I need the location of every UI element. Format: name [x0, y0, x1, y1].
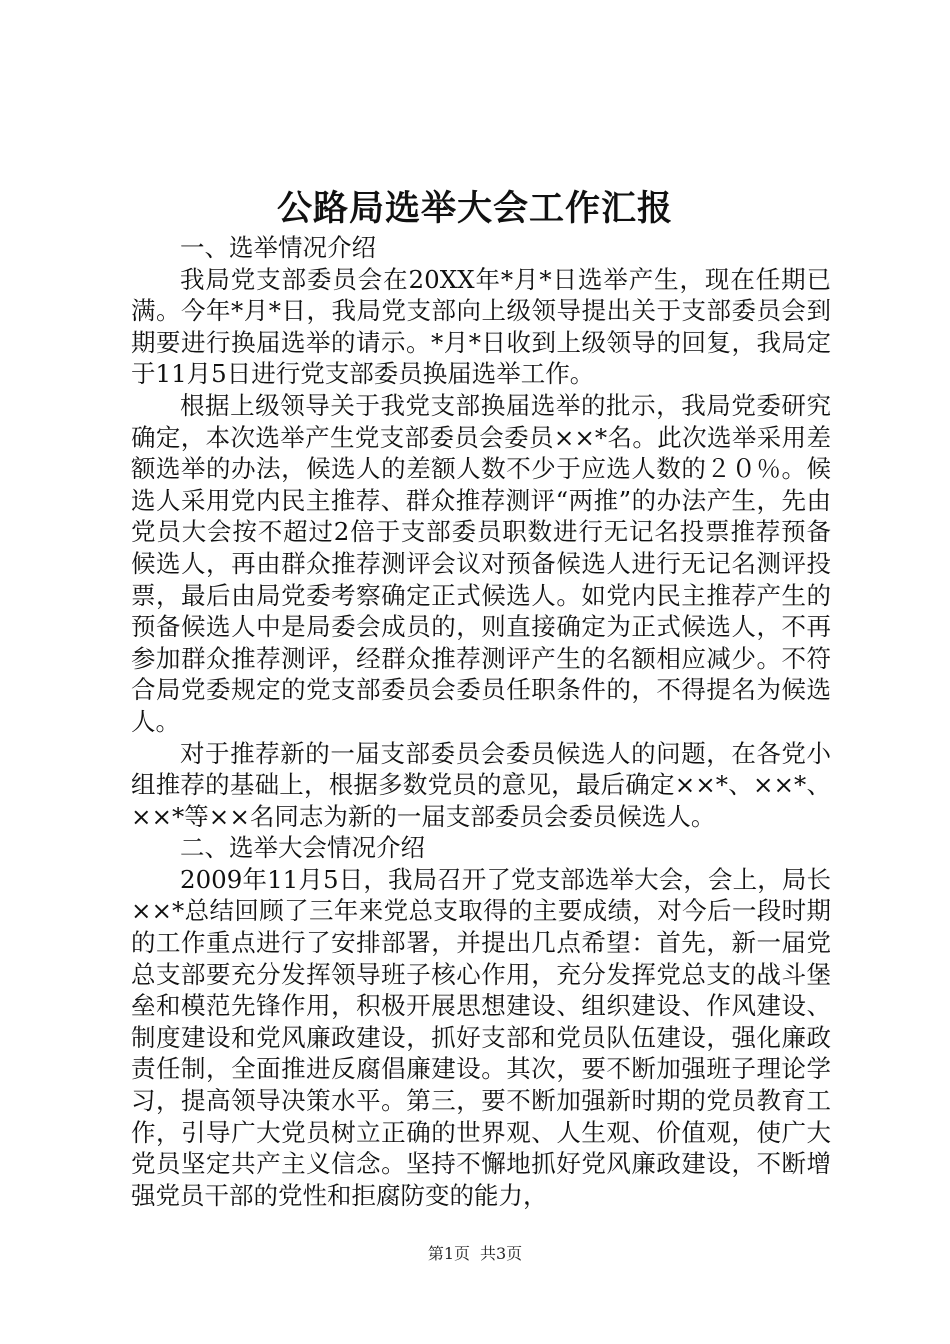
section-heading: 二、选举大会情况介绍 — [180, 833, 425, 863]
page-number: 第1页 — [427, 1244, 470, 1263]
section-heading: 一、选举情况介绍 — [180, 233, 376, 262]
body-paragraph: 根据上级领导关于我党支部换届选举的批示，我局党委研究确定，本次选举产生党支部委员会委员××*名。此次选举采用差额选举的办法，候选人的差额人数不少于应选人数的２０％。候选人采用党内民主推荐、群众推荐测评“两推”的办法产生，先由党员大会按不超过2倍于支部委员职数进行无记名投票推荐预备候选人，再由群众推荐测评会议对预备候选人进行无记名测评投票，最后由局党委考察确定正式候选人。如党内民主推荐产生的预备候选人中是局委会成员的，则直接确定为正式候选人，不再参加群众推荐测评，经群众推荐测评产生的名额相应减少。不符合局党委规定的党支部委员会委员任职条件的，不得提名为候选人。 — [131, 390, 831, 736]
body-paragraph: 对于推荐新的一届支部委员会委员候选人的问题，在各党小组推荐的基础上，根据多数党员的意见，最后确定××*、××*、××*等××名同志为新的一届支部委员会委员候选人。 — [131, 738, 831, 831]
document-title: 公路局选举大会工作汇报 — [276, 188, 673, 229]
page-total: 共3页 — [480, 1244, 523, 1263]
body-paragraph: 我局党支部委员会在20XX年*月*日选举产生，现在任期已满。今年*月*日，我局党支部向上级领导提出关于支部委员会到期要进行换届选举的请示。*月*日收到上级领导的回复，我局定于11月5日进行党支部委员换届选举工作。 — [131, 264, 831, 389]
document-body — [131, 232, 831, 1211]
body-paragraph: 2009年11月5日，我局召开了党支部选举大会，会上，局长××*总结回顾了三年来党总支取得的主要成绩，对今后一段时期的工作重点进行了安排部署，并提出几点希望：首先，新一届党总支部要充分发挥领导班子核心作用，充分发挥党总支的战斗堡垒和模范先锋作用，积极开展思想建设、组织建设、作风建设、制度建设和党风廉政建设，抓好支部和党员队伍建设，强化廉政责任制，全面推进反腐倡廉建设。其次，要不断加强班子理论学习，提高领导决策水平。第三，要不断加强新时期的党员教育工作，引导广大党员树立正确的世界观、人生观、价值观，使广大党员坚定共产主义信念。坚持不懈地抓好党风廉政建设，不断增强党员干部的党性和拒腐防变的能力， — [131, 864, 831, 1210]
page-footer — [0, 1242, 950, 1266]
